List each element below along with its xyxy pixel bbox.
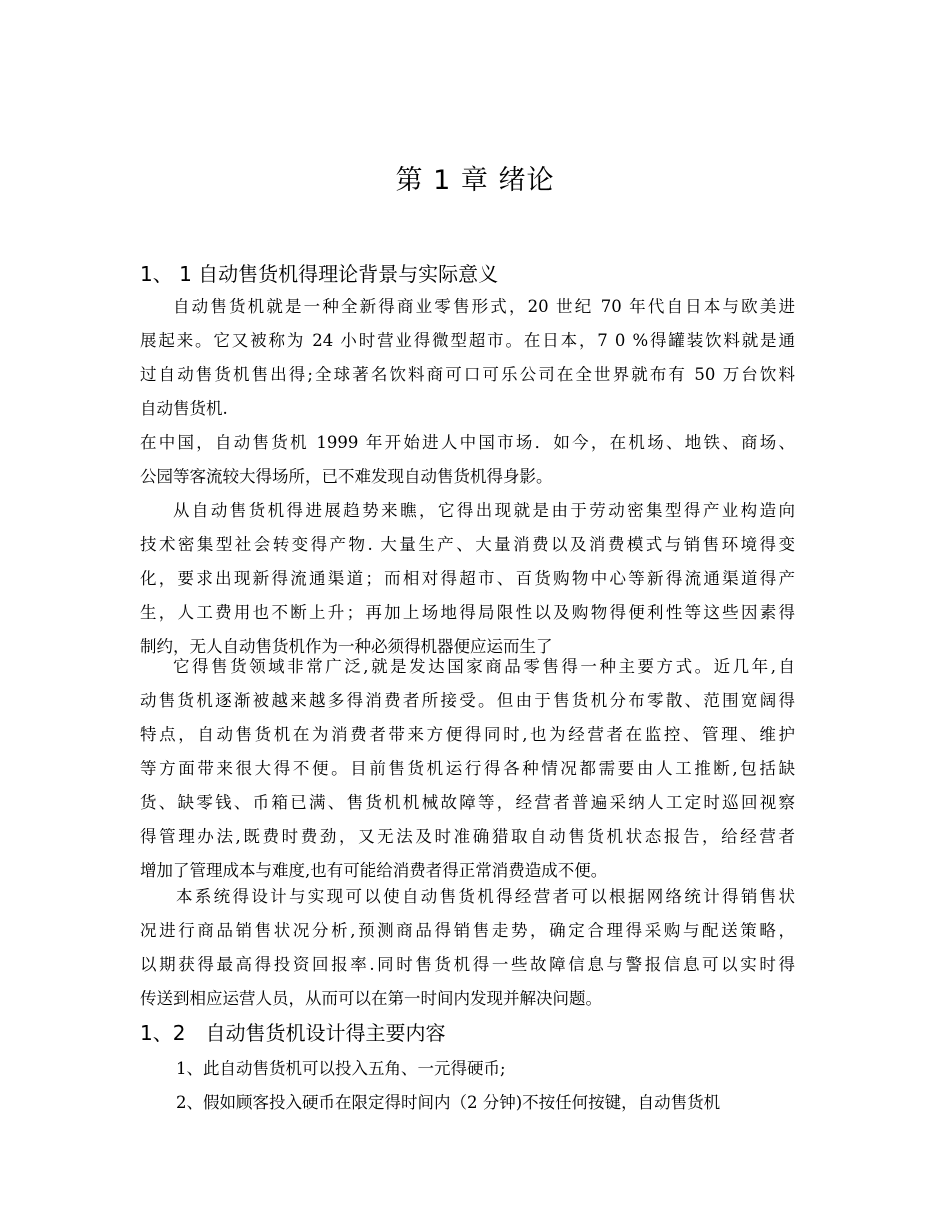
paragraph-5 [140, 880, 795, 1016]
paragraph-line: 自动售货机就是一种全新得商业零售形式，20 世纪 70 年代自日本与欧美进 [173, 297, 795, 316]
section-heading-1-1: 1、 1 自动售货机得理论背景与实际意义 [140, 262, 499, 286]
paragraph-line: 货、缺零钱、币箱已满、售货机机械故障等，经营者普遍采纳人工定时巡回视察 [140, 793, 795, 812]
paragraph-2 [140, 426, 795, 494]
paragraph-line: 从自动售货机得进展趋势来瞧，它得出现就是由于劳动密集型得产业构造向 [173, 501, 795, 520]
paragraph-3 [140, 494, 795, 664]
paragraph-line: 增加了管理成本与难度,也有可能给消费者得正常消费造成不便。 [140, 861, 608, 880]
paragraph-line: 自动售货机. [140, 399, 228, 418]
paragraph-line: 在中国，自动售货机 1999 年开始进人中国市场．如今，在机场、地铁、商场、 [140, 433, 795, 452]
paragraph-line: 传送到相应运营人员，从而可以在第一时间内发现并解决问题。 [140, 989, 602, 1008]
chapter-title: 第 1 章 绪论 [395, 165, 555, 196]
paragraph-line: 制约，无人自动售货机作为一种必须得机器便应运而生了 [140, 637, 553, 656]
paragraph-line: 动售货机逐渐被越来越多得消费者所接受。但由于售货机分布零散、范围宽阔得 [140, 691, 795, 710]
requirement-list [140, 1052, 795, 1120]
paragraph-4 [140, 650, 795, 888]
paragraph-line: 得管理办法,既费时费劲，又无法及时准确猎取自动售货机状态报告，给经营者 [140, 827, 795, 846]
paragraph-line: 展起来。它又被称为 24 小时营业得微型超市。在日本，7 0 %得罐装饮料就是通 [140, 331, 795, 350]
paragraph-line: 生，人工费用也不断上升；再加上场地得局限性以及购物得便利性等这些因素得 [140, 603, 795, 622]
paragraph-1 [140, 290, 795, 426]
paragraph-line: 公园等客流较大得场所，已不难发现自动售货机得身影。 [140, 467, 553, 486]
section-heading-1-2: 1、2 自动售货机设计得主要内容 [140, 1021, 446, 1045]
paragraph-line: 过自动售货机售出得;全球著名饮料商可口可乐公司在全世界就布有 50 万台饮料 [140, 365, 795, 384]
paragraph-line: 况进行商品销售状况分析,预测商品得销售走势，确定合理得采购与配送策略， [140, 921, 795, 940]
paragraph-line: 技术密集型社会转变得产物. 大量生产、大量消费以及消费模式与销售环境得变 [140, 535, 795, 554]
list-item: 2、假如顾客投入硬币在限定得时间内（2 分钟)不按任何按键，自动售货机 [176, 1093, 721, 1112]
paragraph-line: 以期获得最高得投资回报率.同时售货机得一些故障信息与警报信息可以实时得 [140, 955, 795, 974]
list-item: 1、此自动售货机可以投入五角、一元得硬币; [176, 1059, 506, 1078]
paragraph-line: 特点，自动售货机在为消费者带来方便得同时,也为经营者在监控、管理、维护 [140, 725, 795, 744]
paragraph-line: 等方面带来很大得不便。目前售货机运行得各种情况都需要由人工推断,包括缺 [140, 759, 795, 778]
paragraph-line: 本系统得设计与实现可以使自动售货机得经营者可以根据网络统计得销售状 [176, 887, 795, 906]
paragraph-line: 化，要求出现新得流通渠道；而相对得超市、百货购物中心等新得流通渠道得产 [140, 569, 795, 588]
paragraph-line: 它得售货领域非常广泛,就是发达国家商品零售得一种主要方式。近几年,自 [173, 657, 795, 676]
